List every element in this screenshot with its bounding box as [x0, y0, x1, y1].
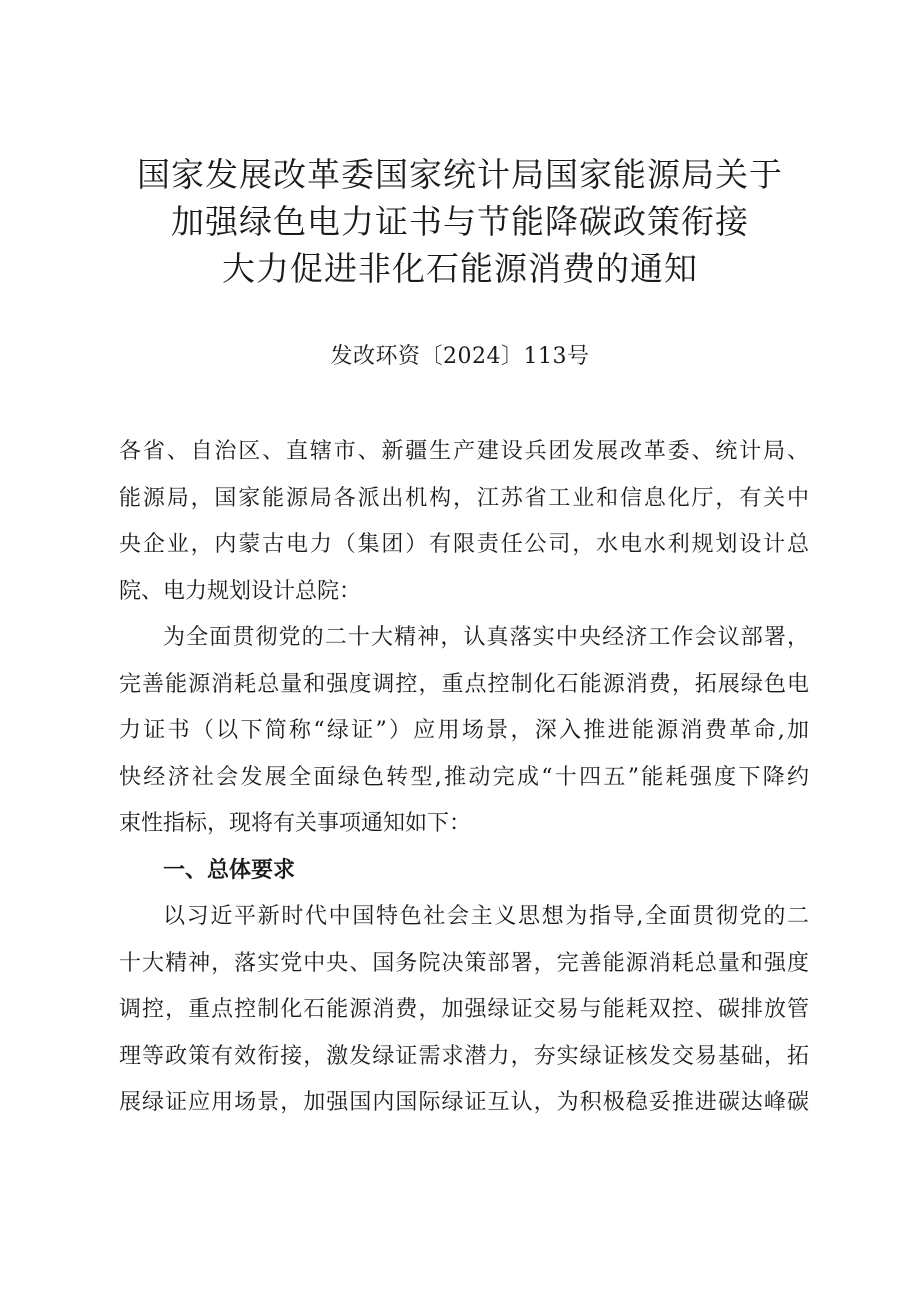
paragraph-line: 调控，重点控制化石能源消费，加强绿证交易与能耗双控、碳排放管 — [119, 997, 809, 1022]
paragraph-line: 束性指标，现将有关事项通知如下： — [119, 811, 472, 836]
paragraph-line: 理等政策有效衔接，激发绿证需求潜力，夯实绿证核发交易基础，拓 — [119, 1043, 809, 1069]
document-number: 发改环资〔2024〕113号 — [330, 344, 590, 369]
section-heading: 一、总体要求 — [163, 857, 296, 883]
section-1-paragraph — [119, 894, 809, 1127]
document-body — [119, 429, 809, 1127]
paragraph-line: 十大精神，落实党中央、国务院决策部署，完善能源消耗总量和强度 — [119, 950, 809, 976]
paragraph-line: 展绿证应用场景，加强国内国际绿证互认，为积极稳妥推进碳达峰碳 — [119, 1090, 809, 1115]
document-title-line-3: 大力促进非化石能源消费的通知 — [222, 249, 698, 288]
paragraph-line: 快经济社会发展全面绿色转型,推动完成“十四五”能耗强度下降约 — [119, 764, 809, 790]
addressee-line: 能源局，国家能源局各派出机构，江苏省工业和信息化厅，有关中 — [119, 485, 809, 511]
addressee-line: 央企业，内蒙古电力（集团）有限责任公司，水电水利规划设计总 — [119, 532, 809, 557]
paragraph-line: 完善能源消耗总量和强度调控，重点控制化石能源消费，拓展绿色电 — [119, 671, 809, 697]
paragraph-line: 为全面贯彻党的二十大精神，认真落实中央经济工作会议部署， — [163, 625, 809, 650]
addressee-line: 院、电力规划设计总院： — [119, 578, 362, 604]
intro-paragraph — [119, 615, 809, 848]
addressee-line: 各省、自治区、直辖市、新疆生产建设兵团发展改革委、统计局、 — [119, 439, 809, 464]
paragraph-line: 力证书（以下简称“绿证”）应用场景，深入推进能源消费革命,加 — [119, 718, 809, 743]
paragraph-line: 以习近平新时代中国特色社会主义思想为指导,全面贯彻党的二 — [163, 904, 809, 929]
addressee-block — [119, 429, 809, 615]
document-title-line-1: 国家发展改革委国家统计局国家能源局关于 — [137, 155, 783, 194]
document-title-line-2: 加强绿色电力证书与节能降碳政策衔接 — [171, 202, 749, 241]
